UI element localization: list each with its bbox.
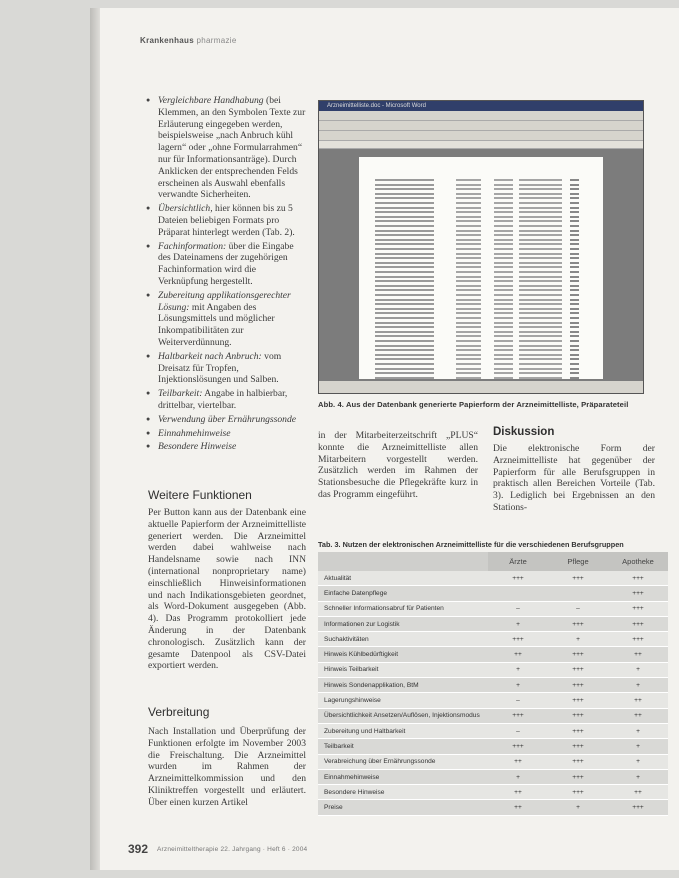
screenshot-list-line (375, 262, 587, 265)
table-cell: +++ (608, 586, 668, 601)
table-cell: + (608, 769, 668, 784)
table-cell: + (488, 662, 548, 677)
table-cell: +++ (548, 785, 608, 800)
table-cell: +++ (548, 616, 608, 631)
table-cell: + (488, 769, 548, 784)
screenshot-list-line (375, 280, 587, 283)
screenshot-list-line (375, 225, 587, 228)
table-cell: +++ (548, 662, 608, 677)
screenshot-list-line (375, 230, 587, 233)
table-row (318, 785, 668, 800)
screenshot-list-line (375, 193, 587, 196)
bullet-item: ● Haltbarkeit nach Anbruch: vom Dreisatz für Tropfen, Injektionslösungen und Salben. (146, 351, 308, 386)
section-heading-weitere: Weitere Funktionen (148, 488, 252, 502)
middle-column-text: in der Mitarbeiterzeitschrift „PLUS“ konnte die Arzneimittelliste allen Mitarbeitern vorgestellt werden. Zusätzlich werden im Rahmen der Stationsbesuche die Pflegekräfte kurz in das Programm eingeführt. (318, 430, 478, 500)
screenshot-ruler (319, 141, 643, 149)
table-row-label: Hinweis Sondenapplikation, BtM (318, 678, 488, 693)
table-cell: +++ (608, 571, 668, 586)
table-row-label: Hinweis Kühlbedürftigkeit (318, 647, 488, 662)
table-cell: +++ (548, 647, 608, 662)
table-row-label: Schneller Informationsabruf für Patienten (318, 601, 488, 616)
table-row (318, 616, 668, 631)
table-row (318, 769, 668, 784)
table-row-label: Aktualität (318, 571, 488, 586)
screenshot-list-line (375, 340, 587, 343)
table-row-label: Verabreichung über Ernährungssonde (318, 754, 488, 769)
screenshot-list-line (375, 294, 587, 297)
table-header-cell: Pflege (548, 552, 608, 571)
screenshot-toolbar (319, 131, 643, 141)
running-head-section: Krankenhaus (140, 36, 194, 45)
table-cell: + (548, 800, 608, 815)
bullet-item: ● Verwendung über Ernährungssonde (146, 414, 308, 426)
table-row (318, 662, 668, 677)
table-row-label: Übersichtlichkeit Ansetzen/Auflösen, Injektionsmodus (318, 708, 488, 723)
table-header-cell: Ärzte (488, 552, 548, 571)
table-row (318, 723, 668, 738)
screenshot-list-line (375, 276, 587, 279)
table-row (318, 586, 668, 601)
screenshot-list-line (375, 322, 587, 325)
screenshot-list-line (375, 335, 587, 338)
table-cell: +++ (608, 601, 668, 616)
screenshot-list-line (375, 358, 587, 361)
table-row-label: Teilbarkeit (318, 739, 488, 754)
screenshot-list-line (375, 253, 587, 256)
screenshot-list-line (375, 248, 587, 251)
table-row (318, 601, 668, 616)
bullet-item: ● Teilbarkeit: Angabe in halbierbar, drittelbar, viertelbar. (146, 388, 308, 412)
table-row-label: Informationen zur Logistik (318, 616, 488, 631)
table-header-cell: Apotheke (608, 552, 668, 571)
screenshot-list-line (375, 216, 587, 219)
screenshot-list-line (375, 377, 587, 380)
table-cell: – (488, 601, 548, 616)
table-row-label: Lagerungshinweise (318, 693, 488, 708)
screenshot-list-line (375, 372, 587, 375)
screenshot-list-line (375, 299, 587, 302)
screenshot-list-line (375, 243, 587, 246)
table-cell: + (608, 754, 668, 769)
table-row (318, 800, 668, 815)
table-cell: +++ (548, 723, 608, 738)
bullet-item: ● Übersichtlich, hier können bis zu 5 Dateien beliebigen Formats pro Präparat hinterlegt werden (Tab. 2). (146, 203, 308, 238)
table-cell (488, 586, 548, 601)
screenshot-window-title: Arzneimittelliste.doc - Microsoft Word (319, 101, 643, 111)
table-row (318, 632, 668, 647)
table-row (318, 678, 668, 693)
screenshot-list-line (375, 308, 587, 311)
table-cell: +++ (608, 800, 668, 815)
table-cell: +++ (548, 708, 608, 723)
word-screenshot-figure (318, 100, 644, 394)
table-cell: ++ (608, 693, 668, 708)
table-cell: + (608, 662, 668, 677)
table-cell: – (548, 601, 608, 616)
table-cell: + (488, 678, 548, 693)
screenshot-list-line (375, 345, 587, 348)
table-row-label: Einnahmehinweise (318, 769, 488, 784)
table-row (318, 571, 668, 586)
table-cell: +++ (488, 708, 548, 723)
weitere-body: Per Button kann aus der Datenbank eine aktuelle Papierform der Arzneimittelliste generiert werden. Die Arzneimittel werden dabei wahlweise nach Handelsname sowie nach INN (international nonproprietary name) einschließlich Hinweisinformationen und nach Indikationsgebieten geordnet, als Word-Dokument ausgegeben (Abb. 4). Das Programm protokolliert jede Änderung in der Datenbank chronologisch. Zusätzlich kann der gesamte Datenpool als CSV-Datei exportiert werden. (148, 507, 306, 672)
screenshot-menubar (319, 111, 643, 121)
table-cell: +++ (488, 571, 548, 586)
table-cell: ++ (488, 647, 548, 662)
table-row (318, 754, 668, 769)
table-cell: ++ (488, 800, 548, 815)
table-header-cell (318, 552, 488, 571)
table-cell: +++ (488, 632, 548, 647)
table-cell: – (488, 723, 548, 738)
table-caption: Tab. 3. Nutzen der elektronischen Arzneimittelliste für die verschiedenen Berufsgruppen (318, 540, 624, 549)
table-cell (548, 586, 608, 601)
screenshot-list-line (375, 349, 587, 352)
screenshot-list-line (375, 239, 587, 242)
benefits-table (318, 552, 668, 816)
screenshot-document-sheet (359, 157, 603, 379)
bullet-item: ● Fachinformation: über die Eingabe des Dateinamens der zugehörigen Fachinformation wird die Verknüpfung hergestellt. (146, 241, 308, 288)
screenshot-list-line (375, 188, 587, 191)
table-cell: ++ (608, 785, 668, 800)
table-cell: ++ (488, 785, 548, 800)
table-row (318, 647, 668, 662)
table-cell: +++ (548, 769, 608, 784)
table-header-row (318, 552, 668, 571)
table-row-label: Besondere Hinweise (318, 785, 488, 800)
verbreitung-body: Nach Installation und Überprüfung der Funktionen erfolgte im November 2003 die Freischaltung. Die Arzneimittel wurden im Rahmen der Arzneimittelkommission und den Kliniktreffen vorgestellt und erläutert. Über einen kurzen Artikel (148, 726, 306, 808)
table-cell: +++ (548, 571, 608, 586)
diskussion-body: Die elektronische Form der Arzneimittelliste hat gegenüber der Papierform für alle Berufsgruppen in praktisch allen Bereichen Vorteile (Tab. 3). Lediglich bei Ergebnissen an den Stations- (493, 443, 655, 513)
screenshot-list-line (375, 266, 587, 269)
screenshot-list-line (375, 368, 587, 371)
table-cell: – (488, 693, 548, 708)
table-cell: + (608, 739, 668, 754)
bullet-item: ● Besondere Hinweise (146, 441, 308, 453)
screenshot-list-line (375, 326, 587, 329)
screenshot-list-line (375, 363, 587, 366)
table-cell: +++ (488, 739, 548, 754)
table-cell: +++ (548, 678, 608, 693)
screenshot-list-line (375, 220, 587, 223)
table-cell: +++ (548, 739, 608, 754)
figure-caption: Abb. 4. Aus der Datenbank generierte Papierform der Arzneimittelliste, Präparateteil (318, 400, 629, 409)
feature-bullet-list (146, 95, 308, 455)
screenshot-list-line (375, 202, 587, 205)
page-number: 392 (128, 842, 149, 856)
table-row-label: Zubereitung und Haltbarkeit (318, 723, 488, 738)
screenshot-list-line (375, 303, 587, 306)
bullet-item: ● Einnahmehinweise (146, 428, 308, 440)
table-cell: ++ (488, 754, 548, 769)
table-cell: +++ (608, 632, 668, 647)
table-cell: + (548, 632, 608, 647)
table-cell: +++ (608, 616, 668, 631)
screenshot-list-line (375, 179, 587, 182)
screenshot-list-line (375, 197, 587, 200)
screenshot-list-line (375, 271, 587, 274)
table-row-label: Suchaktivitäten (318, 632, 488, 647)
screenshot-list-line (375, 331, 587, 334)
table-cell: ++ (608, 708, 668, 723)
running-head (140, 36, 237, 45)
section-heading-verbreitung: Verbreitung (148, 705, 210, 719)
table-row-label: Preise (318, 800, 488, 815)
screenshot-list-line (375, 317, 587, 320)
table-row-label: Hinweis Teilbarkeit (318, 662, 488, 677)
screenshot-toolbar (319, 121, 643, 131)
screenshot-list-line (375, 354, 587, 357)
table-cell: +++ (548, 754, 608, 769)
screenshot-list-line (375, 184, 587, 187)
table-cell: +++ (548, 693, 608, 708)
table-row (318, 708, 668, 723)
running-head-rest: pharmazie (196, 36, 237, 45)
table-cell: + (608, 678, 668, 693)
screenshot-list-line (375, 312, 587, 315)
section-heading-diskussion: Diskussion (493, 426, 555, 438)
table-row (318, 739, 668, 754)
screenshot-list-line (375, 207, 587, 210)
table-cell: ++ (608, 647, 668, 662)
screenshot-list-line (375, 289, 587, 292)
journal-footer: Arzneimitteltherapie 22. Jahrgang · Heft 6 · 2004 (157, 846, 308, 853)
table-row (318, 693, 668, 708)
screenshot-list-line (375, 285, 587, 288)
bullet-item: ● Vergleichbare Handhabung (bei Klemmen, an den Symbolen Texte zur Erläuterung eingegeben werden, beispielsweise „nach Anbruch kühl lagern“ oder „ohne Formularrahmen“ nur für Informationsanträge). Durch Anklicken der entsprechenden Felds erscheinen als Auswahl ebenfalls verwandte Sicherheiten. (146, 95, 308, 201)
table-row-label: Einfache Datenpflege (318, 586, 488, 601)
screenshot-statusbar (319, 381, 643, 393)
table-cell: + (488, 616, 548, 631)
screenshot-list-line (375, 211, 587, 214)
bullet-item: ● Zubereitung applikationsgerechter Lösung: mit Angaben des Lösungsmittels und möglicher Inkompatibilitäten zur Weiterverdünnung. (146, 290, 308, 349)
table-cell: + (608, 723, 668, 738)
screenshot-list-line (375, 234, 587, 237)
screenshot-list-line (375, 257, 587, 260)
